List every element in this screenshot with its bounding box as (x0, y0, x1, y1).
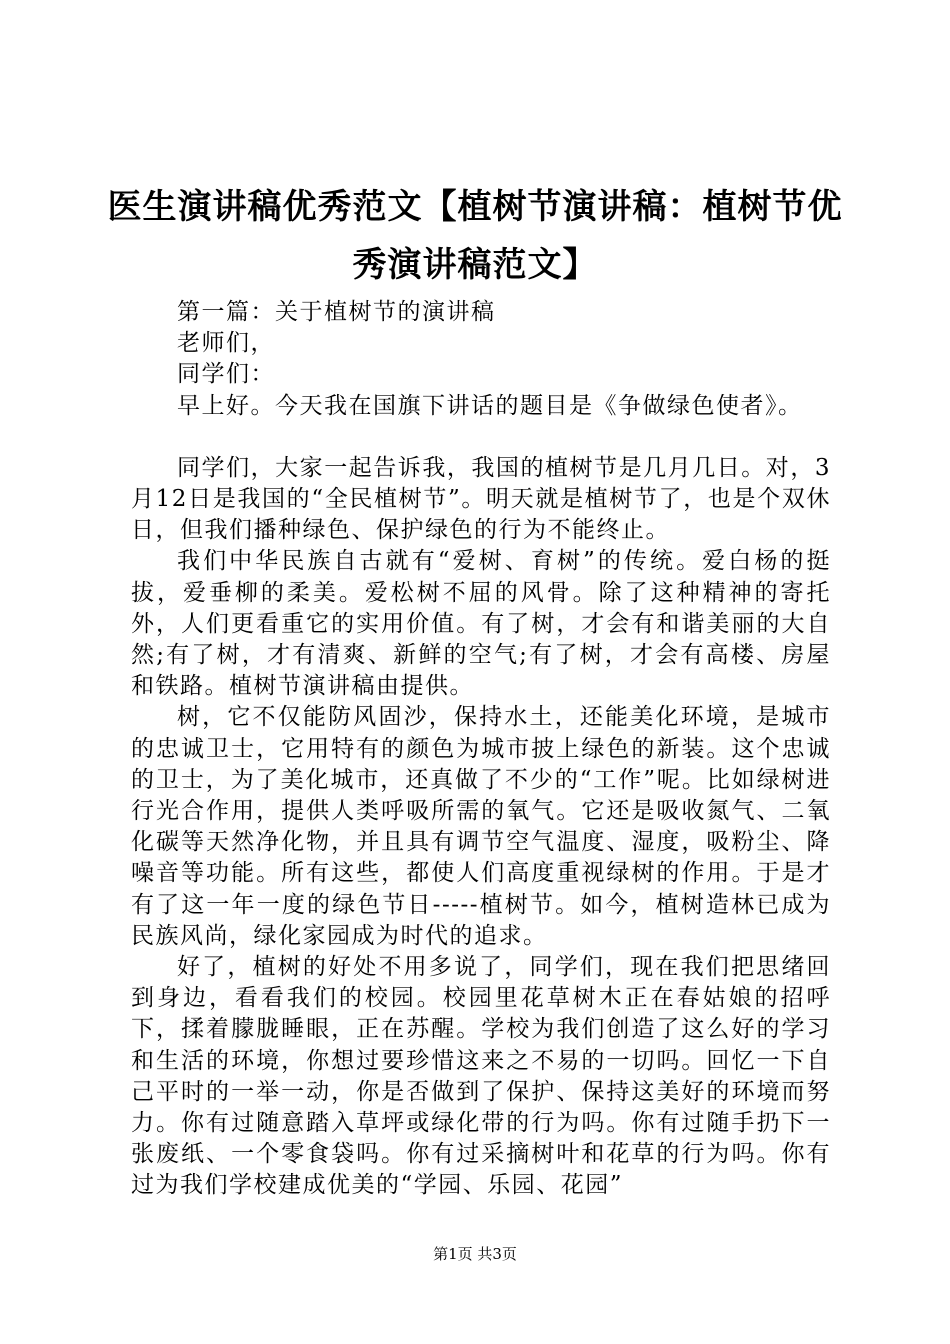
body-paragraph: 我们中华民族自古就有“爱树、育树”的传统。爱白杨的挺拔，爱垂柳的柔美。爱松树不屈的风骨。除了这种精神的寄托外，人们更看重它的实用价值。有了树，才会有和谐美丽的大自然;有了树，才有清爽、新鲜的空气;有了树，才会有高楼、房屋和铁路。植树节演讲稿由提供。 (131, 548, 831, 700)
document-body (131, 297, 831, 1202)
page-footer: 第1页 共3页 (433, 1245, 517, 1263)
body-paragraph: 好了，植树的好处不用多说了，同学们，现在我们把思绪回到身边，看看我们的校园。校园里花草树木正在春姑娘的招呼下，揉着朦胧睡眼，正在苏醒。学校为我们创造了这么好的学习和生活的环境，你想过要珍惜这来之不易的一切吗。回忆一下自己平时的一举一动，你是否做到了保护、保持这美好的环境而努力。你有过随意踏入草坪或绿化带的行为吗。你有过随手扔下一张废纸、一个零食袋吗。你有过采摘树叶和花草的行为吗。你有过为我们学校建成优美的“学园、乐园、花园” (131, 954, 831, 1199)
body-paragraph: 树，它不仅能防风固沙，保持水土，还能美化环境，是城市的忠诚卫士，它用特有的颜色为城市披上绿色的新装。这个忠诚的卫士，为了美化城市，还真做了不少的“工作”呢。比如绿树进行光合作用，提供人类呼吸所需的氧气。它还是吸收氮气、二氧化碳等天然净化物，并且具有调节空气温度、湿度，吸粉尘、降噪音等功能。所有这些，都使人们高度重视绿树的作用。于是才有了这一年一度的绿色节日-----植树节。如今，植树造林已成为民族风尚，绿化家园成为时代的追求。 (131, 704, 831, 949)
greeting-paragraph: 早上好。今天我在国旗下讲话的题目是《争做绿色使者》。 (177, 392, 803, 419)
document-title: 医生演讲稿优秀范文【植树节演讲稿：植树节优秀演讲稿范文】 (107, 187, 843, 285)
section-heading: 第一篇：关于植树节的演讲稿 (177, 299, 496, 325)
salutation-teachers: 老师们， (177, 330, 275, 357)
body-paragraph: 同学们，大家一起告诉我，我国的植树节是几月几日。对，3月12日是我国的“全民植树节”。明天就是植树节了，也是个双休日，但我们播种绿色、保护绿色的行为不能终止。 (131, 454, 831, 544)
salutation-students: 同学们： (177, 361, 275, 388)
